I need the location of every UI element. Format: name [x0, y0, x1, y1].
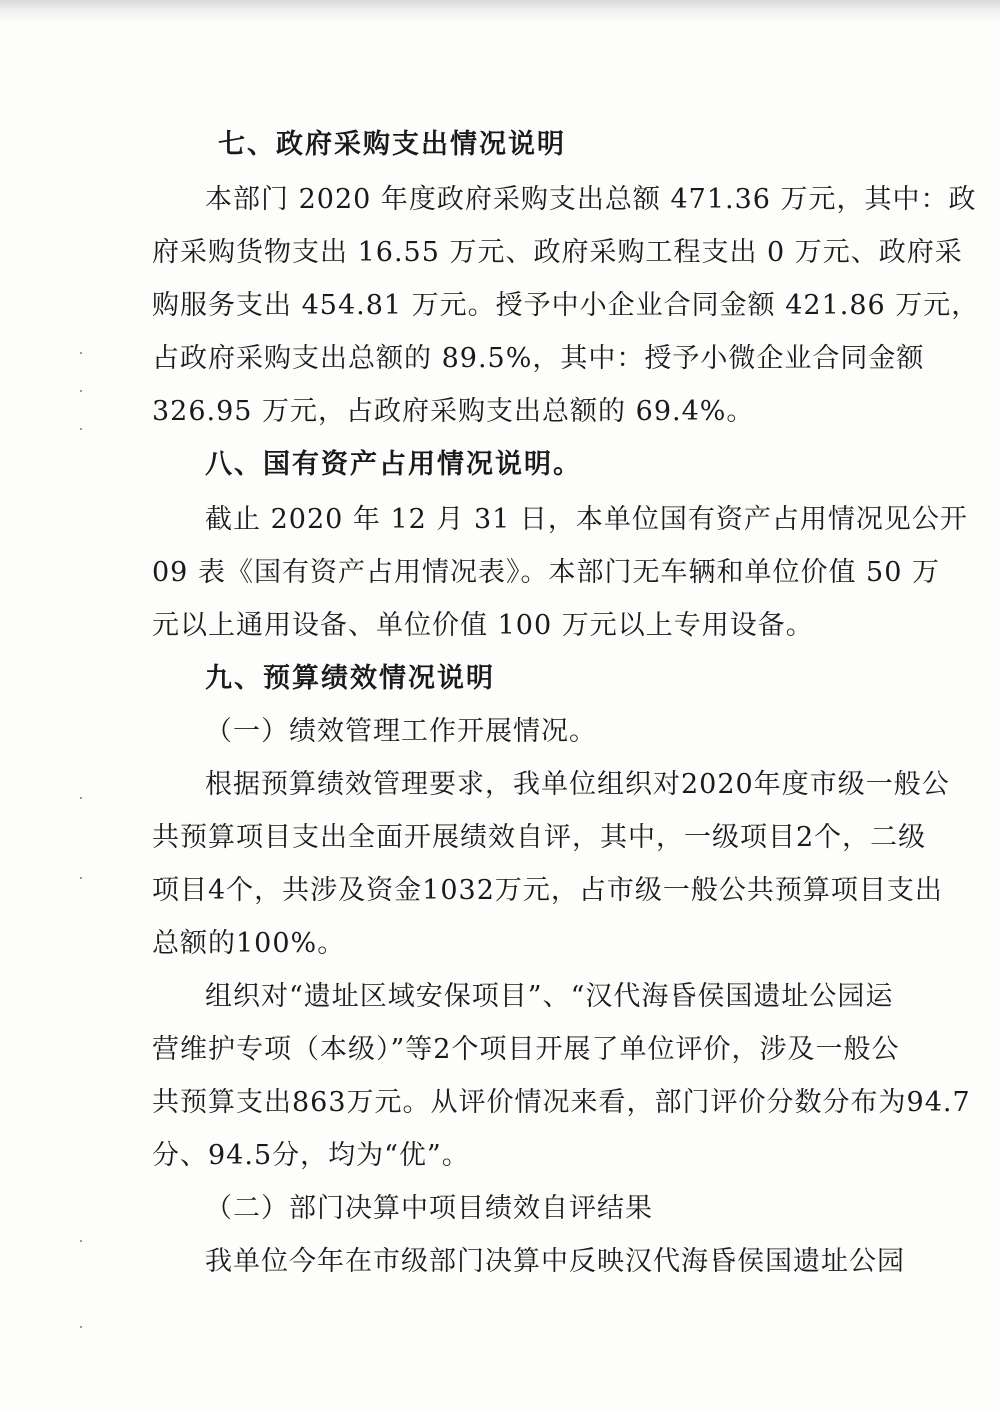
margin-speck [80, 1240, 82, 1242]
subsection-heading-results: （二）部门决算中项目绩效自评结果 [205, 1193, 653, 1224]
margin-speck [80, 797, 82, 799]
paragraph-line: 购服务支出 454.81 万元。授予中小企业合同金额 421.86 万元， [152, 290, 980, 321]
margin-speck [80, 390, 82, 392]
paragraph-line: 组织对“遗址区域安保项目”、“汉代海昏侯国遗址公园运 [205, 981, 894, 1012]
paragraph-line: 总额的100%。 [152, 928, 346, 959]
paragraph-line: 09 表《国有资产占用情况表》。本部门无车辆和单位价值 50 万 [152, 557, 940, 588]
paragraph-line: 分、94.5分，均为“优”。 [152, 1140, 470, 1171]
section-heading-assets: 八、国有资产占用情况说明。 [205, 449, 582, 480]
section-heading-performance: 九、预算绩效情况说明 [205, 663, 495, 694]
paragraph-line: 元以上通用设备、单位价值 100 万元以上专用设备。 [152, 610, 814, 641]
margin-speck [80, 877, 82, 879]
paragraph-line: 占政府采购支出总额的 89.5%，其中：授予小微企业合同金额 [152, 343, 925, 374]
paragraph-line: 共预算项目支出全面开展绩效自评，其中，一级项目2个，二级 [152, 822, 927, 853]
paragraph-line: 本部门 2020 年度政府采购支出总额 471.36 万元，其中：政 [205, 184, 977, 215]
paragraph-line: 截止 2020 年 12 月 31 日，本单位国有资产占用情况见公开 [205, 504, 968, 535]
section-heading-procurement: 七、政府采购支出情况说明 [218, 129, 566, 160]
scan-edge-shadow [0, 0, 1000, 22]
paragraph-line: 府采购货物支出 16.55 万元、政府采购工程支出 0 万元、政府采 [152, 237, 963, 268]
margin-speck [80, 1326, 82, 1328]
paragraph-line: 根据预算绩效管理要求，我单位组织对2020年度市级一般公 [205, 769, 950, 800]
paragraph-line: 共预算支出863万元。从评价情况来看，部门评价分数分布为94.7 [152, 1087, 971, 1118]
margin-speck [80, 428, 82, 430]
paragraph-line: 营维护专项（本级）”等2个项目开展了单位评价，涉及一般公 [152, 1034, 900, 1065]
paragraph-line: 我单位今年在市级部门决算中反映汉代海昏侯国遗址公园 [205, 1246, 905, 1277]
margin-speck [80, 352, 82, 354]
paragraph-line: 326.95 万元，占政府采购支出总额的 69.4%。 [152, 396, 755, 427]
paragraph-line: 项目4个，共涉及资金1032万元，占市级一般公共预算项目支出 [152, 875, 943, 906]
subsection-heading-management: （一）绩效管理工作开展情况。 [205, 716, 597, 747]
